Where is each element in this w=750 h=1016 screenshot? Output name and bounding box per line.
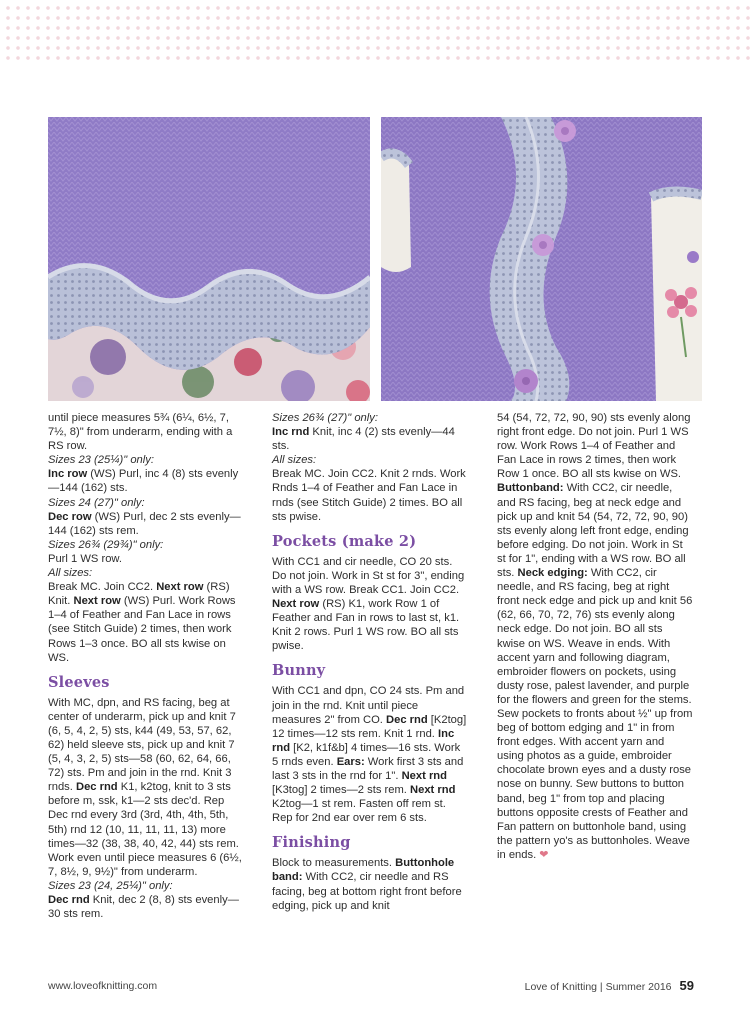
paragraph — [48, 580, 244, 665]
paragraph-text: Work first 3 sts and last 3 sts in the rnd for 1". — [272, 755, 464, 782]
paragraph-text: K2tog—1 st rem. Fasten off rem st. Rep for 2nd ear over rem 6 sts. — [272, 798, 446, 825]
bold-term: Dec row — [48, 510, 92, 523]
issue-name: Summer 2016 — [605, 981, 672, 993]
text-column-3 — [497, 411, 693, 862]
size-label: Sizes 23 (25¼)" only: — [48, 454, 154, 467]
size-label: Sizes 26¾ (29¾)" only: — [48, 538, 164, 551]
bold-term: Next rnd — [401, 769, 447, 782]
page-number: 59 — [679, 978, 694, 993]
paragraph: Purl 1 WS row. — [48, 552, 122, 565]
paragraph-text: [K2, k1f&b] 4 times—16 sts. Work 5 rnds even. — [272, 741, 461, 768]
paragraph-text: (WS) Purl, dec 2 sts evenly—144 (162) sts rem. — [48, 510, 241, 537]
bold-term: Dec rnd — [386, 713, 428, 726]
section-heading-bunny: Bunny — [272, 662, 326, 680]
size-label: Sizes 23 (24, 25¼)" only: — [48, 879, 173, 892]
size-label: Sizes 26¾ (27)" only: — [272, 412, 378, 424]
bold-term: Inc rnd — [272, 727, 455, 754]
paragraph — [272, 555, 468, 654]
bold-term: Neck edging: — [517, 567, 588, 580]
paragraph-text: Break MC. Join CC2. — [48, 581, 157, 594]
paragraph-text: [K2tog] 12 times—12 sts rem. Knit 1 rnd. — [272, 713, 467, 740]
dotted-header-pattern — [0, 0, 750, 62]
section-heading-finishing: Finishing — [272, 834, 351, 852]
text-column-1 — [48, 411, 244, 921]
footer-magazine-info: Love of Knitting | Summer 2016 59 — [524, 978, 694, 993]
paragraph-text: With CC2, cir needle and RS facing, beg at bottom right front before edging, pick up and knit — [272, 871, 462, 912]
size-label: All sizes: — [272, 454, 317, 467]
paragraph-text: Block to measurements. — [272, 857, 396, 870]
paragraph-text: (RS) K1, work Row 1 of Feather and Fan in rows to last st, k1. Knit 2 rows. Purl 1 WS row. BO all sts pwise. — [272, 598, 460, 653]
paragraph: Break MC. Join CC2. Knit 2 rnds. Work Rnds 1–4 of Feather and Fan Lace in rnds (see Stitch Guide) 2 times. BO all sts pwise. — [272, 468, 466, 523]
bold-term: Dec rnd — [75, 781, 118, 794]
bold-term: Next row — [73, 595, 121, 608]
photo-sweater-hem — [48, 117, 370, 401]
magazine-name: Love of Knitting — [524, 981, 598, 993]
photo-button-band-pocket — [381, 117, 702, 401]
bold-term: Dec rnd — [48, 894, 90, 906]
bold-term: Ears: — [336, 755, 365, 768]
paragraph-text: [K3tog] 2 times—2 sts rem. — [272, 784, 411, 797]
paragraph-text: 54 (54, 72, 72, 90, 90) sts evenly along right front edge. Do not join. Purl 1 WS row. Work Rows 1–4 of Feather and Fan Lace in rows 2 times, then work Row 1 once. BO all sts kwise on WS. — [497, 412, 691, 481]
bold-term: Inc row — [48, 468, 88, 481]
paragraph — [48, 467, 244, 495]
paragraph-text: (RS) Knit. — [48, 581, 230, 608]
paragraph-text: Knit, dec 2 (8, 8) sts evenly—30 sts rem. — [48, 894, 239, 921]
paragraph — [48, 696, 244, 879]
size-label: Sizes 24 (27)" only: — [48, 496, 145, 509]
heart-icon: ❤ — [539, 848, 549, 861]
bold-term: Buttonhole band: — [272, 857, 455, 884]
paragraph-text: With CC1 and dpn, CO 24 sts. Pm and join in the rnd. Knit until piece measures 2" from CO. — [272, 685, 465, 726]
bold-term: Next row — [272, 598, 320, 611]
text-column-2 — [272, 411, 468, 913]
paragraph-text: With CC2, cir needle, and RS facing, beg at right front neck edge and pick up and knit 56 (62, 66, 70, 72, 76) sts evenly along neck edge. Do not join. BO all sts kwise on WS. Weave in ends. With accent yarn and following diagram, embroider flowers on pockets, using dusty rose, palest lavender, and purple for the flowers and green for the stems. Sew pockets to fronts about ½" up from beg of bottom edging and 1" in from front edges. With accent yarn and using photos as a guide, embroider chocolate brown eyes and a dusty rose nose on bunny. Sew buttons to button band, beg 1" from top and placing buttons opposite crests of Feather and Fan pattern on buttonhole band, using the pattern yo's as buttonholes. Weave in ends. — [497, 567, 693, 861]
paragraph-text: (WS) Purl, inc 4 (8) sts evenly—144 (162) sts. — [48, 468, 239, 495]
bold-term: Buttonband: — [497, 482, 564, 495]
paragraph — [48, 893, 244, 921]
paragraph-text: With CC1 and cir needle, CO 20 sts. Do not join. Work in St st for 3", ending with a WS row. Break CC1. Join CC2. — [272, 555, 465, 596]
paragraph: until piece measures 5¾ (6¼, 6½, 7, 7½, 8)" from underarm, ending with a RS row. — [48, 412, 233, 453]
paragraph-text: Knit, inc 4 (2) sts evenly—44 sts. — [272, 426, 455, 453]
paragraph — [497, 411, 693, 862]
footer-website: www.loveofknitting.com — [48, 980, 158, 992]
section-heading-pockets: Pockets (make 2) — [272, 532, 417, 550]
paragraph-text: (WS) Purl. Work Rows 1–4 of Feather and Fan Lace in rows (see Stitch Guide) 2 times, then work Rows 1–3 once. BO all sts kwise on WS. — [48, 595, 236, 664]
paragraph-text: With MC, dpn, and RS facing, beg at center of underarm, pick up and knit 7 (6, 5, 4, 2, 5) sts, k44 (49, 53, 57, 62, 62) held sleeve sts, pick up and knit 7 (5, 4, 3, 2, 5) sts—58 (60, 62, 64, 66, 72) sts. Pm and join in the rnd. Knit 3 rnds. — [48, 696, 236, 794]
paragraph-text: K1, k2tog, knit to 3 sts before m, ssk, k1—2 sts dec'd. Rep Dec rnd every 3rd (3rd, 4th, 4th, 5th, 5th) rnd 12 (10, 11, 11, 11, 13) more times—32 (38, 38, 40, 42, 44) sts rem. Work even until piece measures 6 (6½, 7, 8½, 9, 9½)" from underarm. — [48, 781, 242, 878]
paragraph-text: With CC2, cir needle, and RS facing, beg at neck edge and pick up and knit 54 (54, 72, 72, 90, 90) sts evenly along left front edge, ending before edging. Do not join. Work in St st for 1", ending with a WS row. BO all sts. — [497, 482, 689, 580]
bold-term: Next row — [156, 581, 204, 594]
paragraph — [272, 425, 468, 453]
bold-term: Inc rnd — [272, 426, 310, 439]
section-heading-sleeves: Sleeves — [48, 673, 110, 691]
paragraph — [272, 684, 468, 825]
paragraph — [48, 510, 244, 538]
bold-term: Next rnd — [410, 784, 456, 797]
paragraph — [272, 856, 468, 912]
size-label: All sizes: — [48, 567, 93, 580]
